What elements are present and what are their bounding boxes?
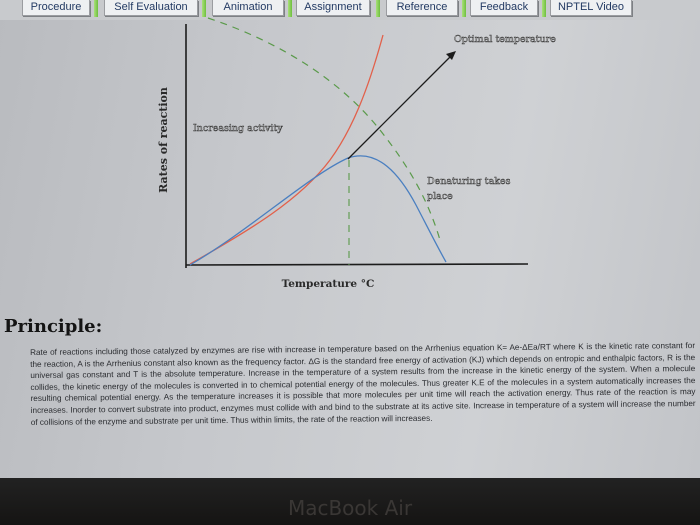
denaturing-label-line1: Denaturing takes [427, 176, 511, 187]
red-activity-curve [190, 35, 383, 264]
optimal-temperature-label: Optimal temperature [454, 34, 556, 45]
tab-animation[interactable]: Animation [212, 0, 284, 16]
y-axis-label: Rates of reaction [157, 87, 170, 193]
tab-assignment[interactable]: Assignment [296, 0, 370, 16]
x-axis [186, 264, 528, 265]
optimal-arrow-line [348, 55, 452, 159]
tab-procedure[interactable]: Procedure [22, 0, 90, 16]
principle-heading: Principle: [4, 316, 103, 337]
blue-enzyme-curve [190, 156, 446, 265]
tab-self-evaluation[interactable]: Self Evaluation [104, 0, 198, 16]
tab-nptel-video[interactable]: NPTEL Video [550, 0, 632, 16]
tab-feedback[interactable]: Feedback [470, 0, 538, 16]
increasing-activity-label: Increasing activity [193, 123, 283, 134]
macbook-logo-text: MacBook Air [287, 496, 413, 520]
principle-paragraph: Rate of reactions including those catalyzed by enzymes are rise with increase in temperature based on the Arrhenius equation K= Ae-ΔEa/RT where K is the kinetic rate constant for the reaction, A is the Arrhenius constant also known as the frequency factor. ΔG is the standard free energy of activation (KJ) which depends on entropic and enthalpic factors, R is the universal gas constant and T is the absolute temperature. Increase in the temperature of a system results from the increase in the kinetic energy of the system. When a molecule collides, the kinetic energy of the molecules is converted in to chemical potential energy of the molecules. Thus greater K.E of the molecules in a system automatically increases the resulting chemical potential energy. As the temperature increases it is possible that more molecules per unit time will reach the activation energy. Thus rate of the reaction is may increases. Inorder to convert substrate into product, enzymes must collide with and bind to the substrate at its active site. Increase in temperature of a system will increase the number of collisions of the enzyme and substrate per unit time. Thus within limits, the rate of the reaction will increases. [30, 341, 696, 427]
denaturing-label-line2: place [427, 191, 453, 202]
x-axis-label: Temperature °C [281, 278, 375, 290]
tab-reference[interactable]: Reference [386, 0, 458, 16]
